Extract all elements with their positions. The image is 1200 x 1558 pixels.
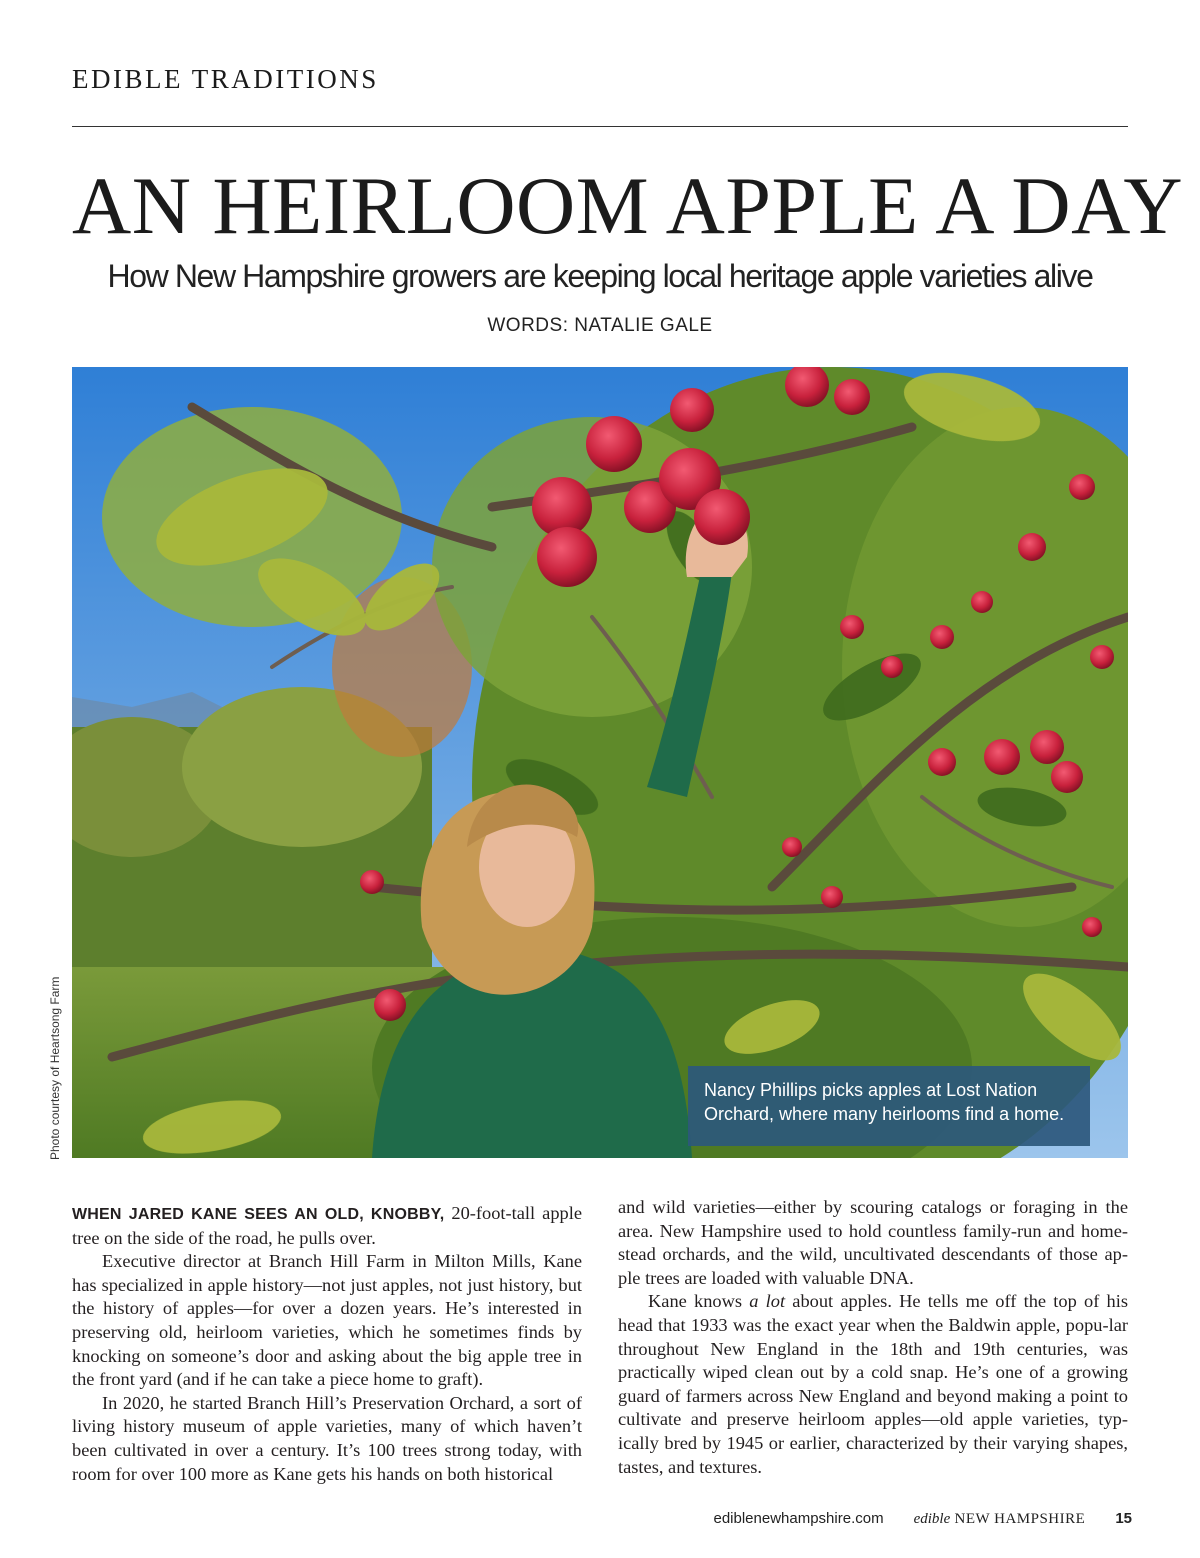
magazine-name <box>914 1511 1086 1528</box>
paragraph-2: Executive director at Branch Hill Farm in Milton Mills, Kane has specialized in apple history—not just apples, not just history, but the history of apples—for over a dozen years. He’s interested in preserving old, heirloom varieties, which he sometimes finds by knocking on someone’s door and asking about the big apple tree in the front yard (and if he can take a piece home to graft). <box>72 1251 582 1390</box>
magazine-name-italic: edible <box>913 1511 951 1527</box>
article-column-right <box>618 1196 1128 1479</box>
lead-in: WHEN JARED KANE SEES AN OLD, KNOBBY, <box>72 1206 445 1223</box>
article-column-left <box>72 1202 582 1486</box>
section-label: EDIBLE TRADITIONS <box>72 64 379 94</box>
byline: WORDS: NATALIE GALE <box>487 315 713 336</box>
photo-caption <box>688 1066 1090 1146</box>
page-number: 15 <box>1115 1510 1132 1527</box>
headline: AN HEIRLOOM APPLE A DAY <box>72 160 1184 251</box>
header-rule <box>72 126 1128 127</box>
caption-line-1: Nancy Phillips picks apples at Lost Nation <box>704 1080 1038 1100</box>
deck: How New Hampshire growers are keeping local heritage apple varieties alive <box>107 258 1093 294</box>
hero-photo <box>72 367 1128 1158</box>
caption-line-2: Orchard, where many heirlooms find a home. <box>704 1104 1065 1124</box>
paragraph-1 <box>72 1202 582 1250</box>
magazine-name-rest: NEW HAMPSHIRE <box>950 1511 1086 1527</box>
paragraph-4 <box>618 1290 1128 1479</box>
paragraph-4-start: Kane knows <box>648 1291 750 1312</box>
paragraph-3-continued: and wild varieties—either by scouring catalogs or foraging in the area. New Hampshire used to hold countless family-run and home-stead orchards, and the wild, uncultivated descendants of those ap-ple trees are loaded with valuable DNA. <box>618 1197 1128 1288</box>
paragraph-1-text: 20-foot-tall apple tree on the side of the road, he pulls over. <box>72 1203 582 1248</box>
paragraph-4-emphasis: a lot <box>749 1291 786 1312</box>
apple-orchard-illustration <box>72 367 1128 1158</box>
footer-url[interactable]: ediblenewhampshire.com <box>713 1510 884 1527</box>
paragraph-4-rest: about apples. He tells me off the top of his head that 1933 was the exact year when the Baldwin apple, popu-lar throughout New England in the 18th and 19th centuries, was practically wiped clean out by a cold snap. He’s one of a growing guard of farmers across New England and beyond making a point to cultivate and preserve heirloom apples—old apple varieties, typ-ically bred by 1945 or earlier, characterized by their varying shapes, tastes, and textures. <box>618 1291 1128 1477</box>
page-footer <box>713 1510 1132 1528</box>
paragraph-3: In 2020, he started Branch Hill’s Preservation Orchard, a sort of living history museum of apple varieties, many of which haven’t been cultivated in over a century. It’s 100 trees strong today, with room for over 100 more as Kane gets his hands on both historical <box>72 1392 582 1484</box>
photo-credit: Photo courtesy of Heartsong Farm <box>48 976 62 1160</box>
